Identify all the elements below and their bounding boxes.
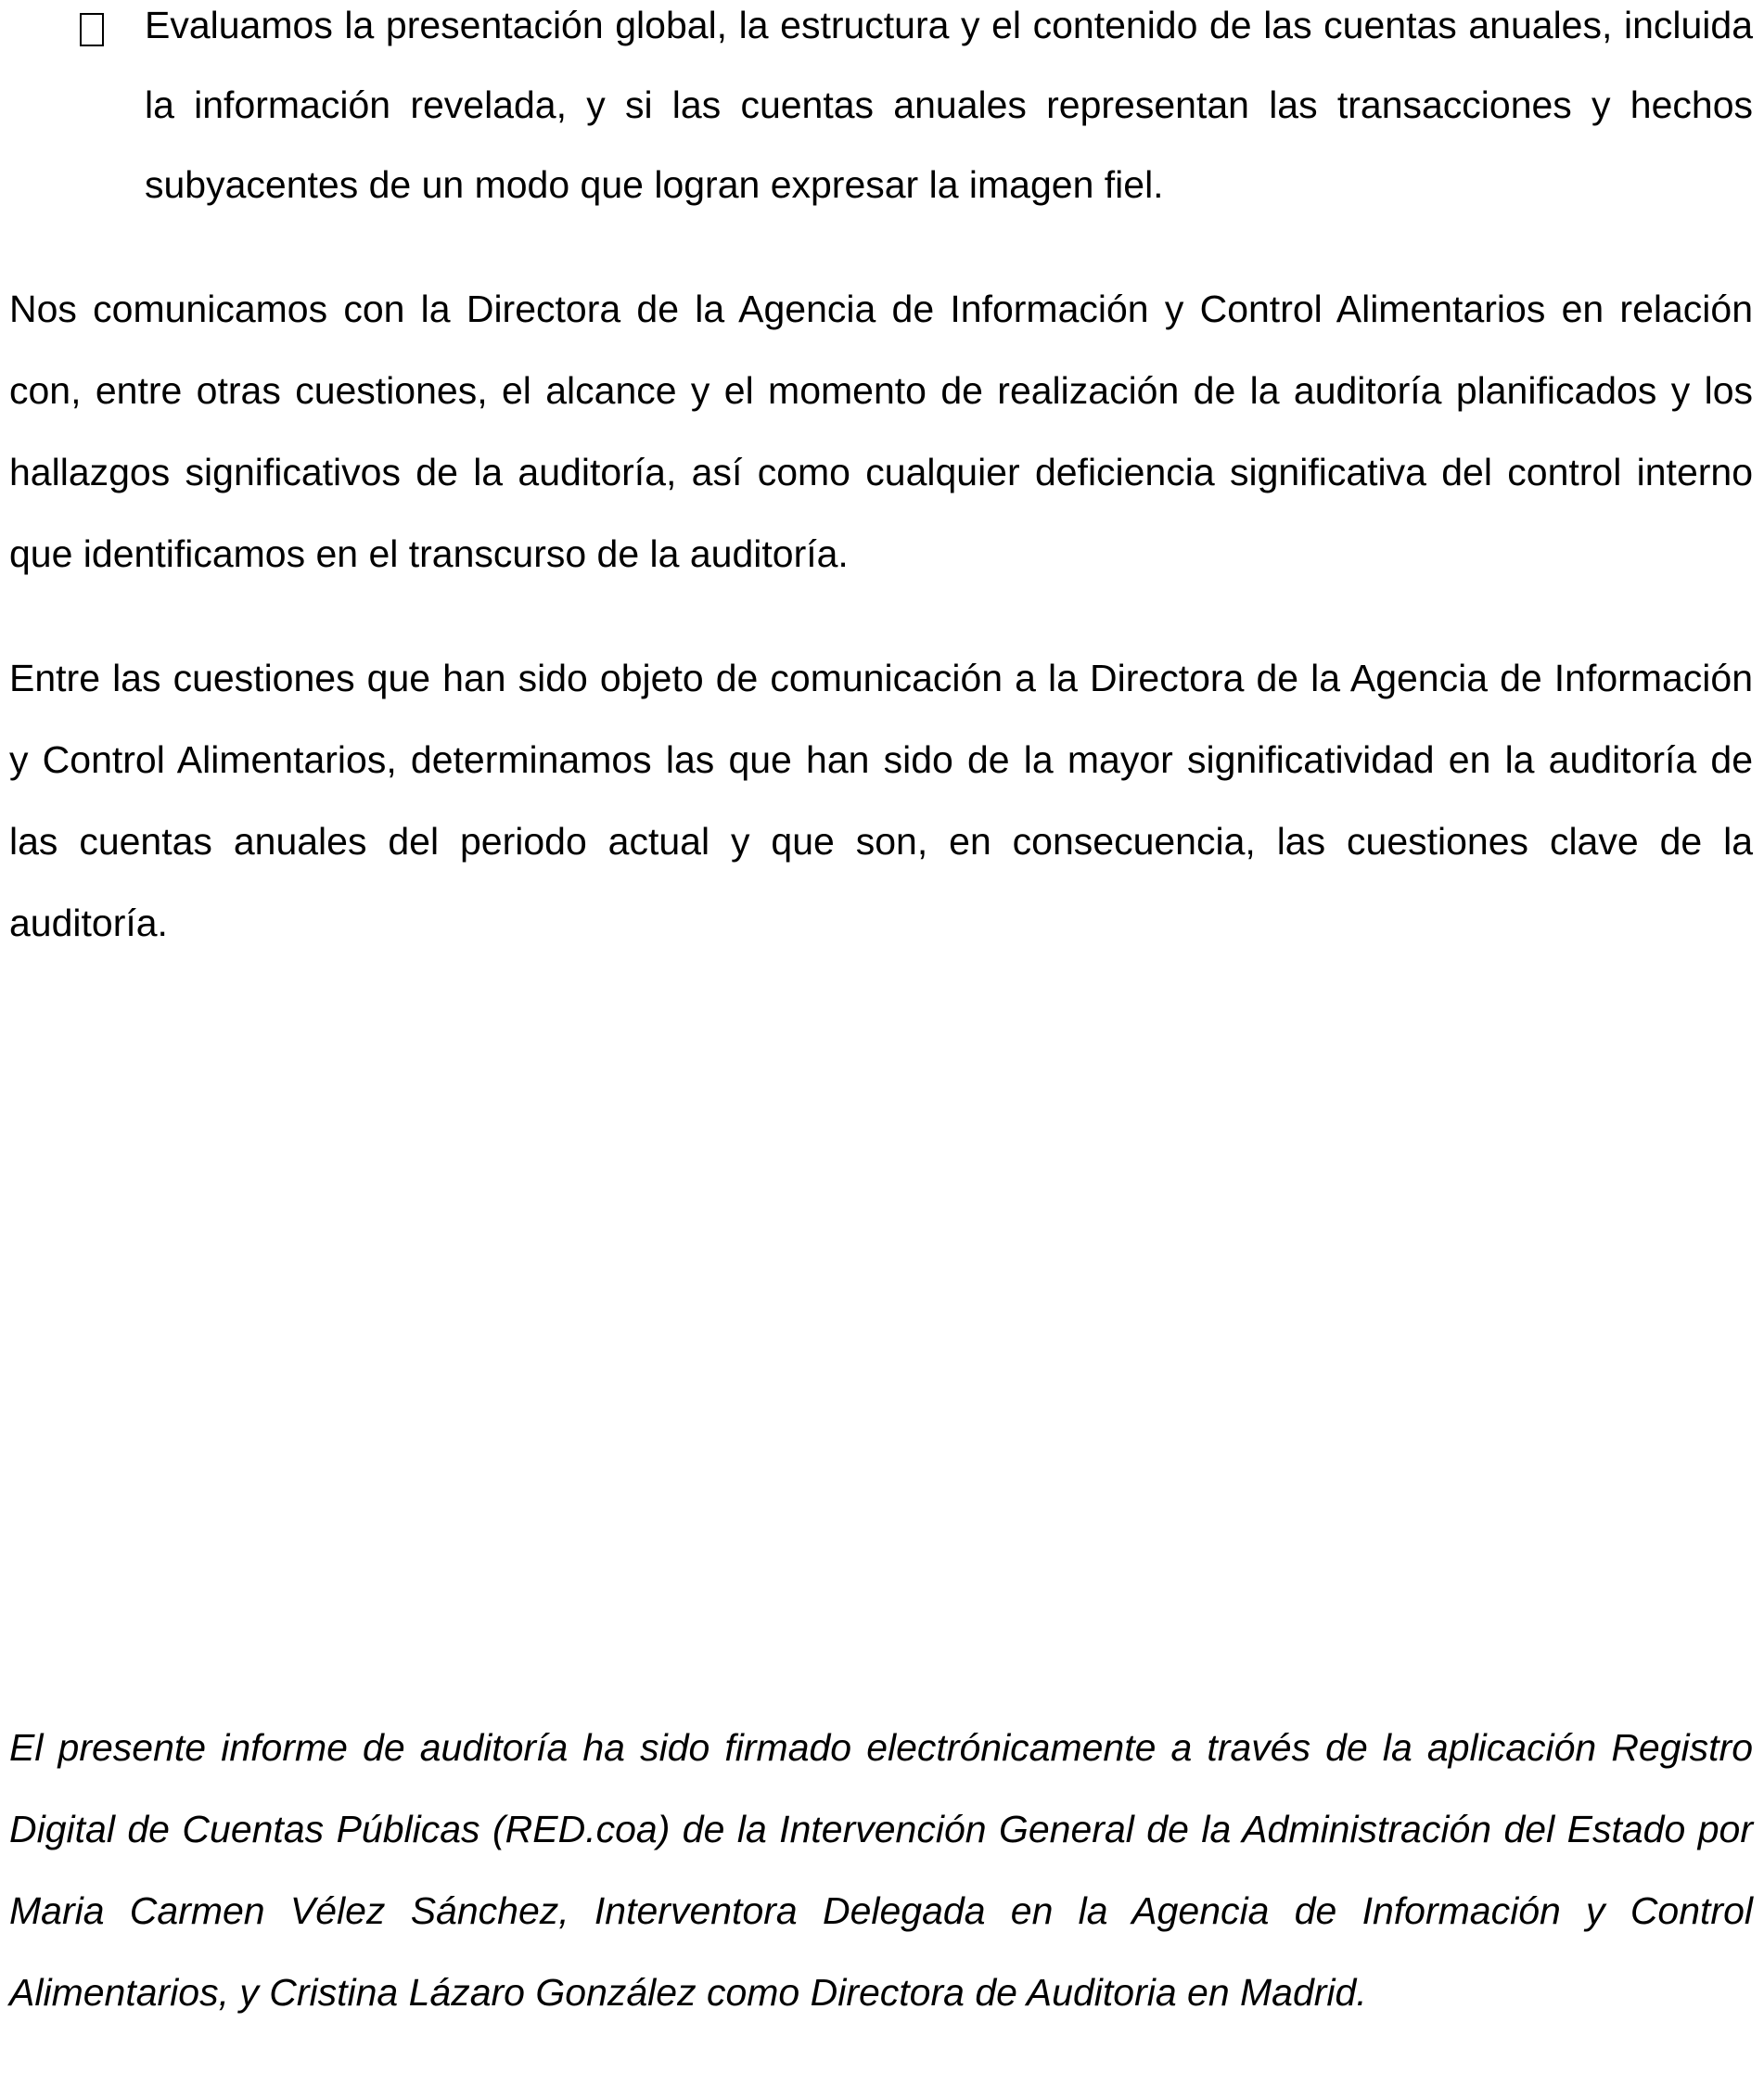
bullet-list-item bbox=[0, 0, 1764, 236]
bullet-text: Evaluamos la presentación global, la estructura y el contenido de las cuentas anuales, incluida la información revelada, y si las cuentas anuales representan las transacciones y hechos subyacentes de un modo que logran expresar la imagen fiel. bbox=[145, 4, 1753, 206]
communication-paragraph: Nos comunicamos con la Directora de la Agencia de Información y Control Alimentarios en relación con, entre otras cuestiones, el alcance y el momento de realización de la auditoría planificados y los hallazgos significativos de la auditoría, así como cualquier deficiencia significativa del control interno que identificamos en el transcurso de la auditoría. bbox=[9, 288, 1753, 575]
key-matters-paragraph: Entre las cuestiones que han sido objeto de comunicación a la Directora de la Agencia de Información y Control Alimentarios, determinamos las que han sido de la mayor significatividad en la auditoría de las cuentas anuales del periodo actual y que son, en consecuencia, las cuestiones clave de la auditoría. bbox=[9, 657, 1753, 944]
bullet-box-icon bbox=[80, 13, 104, 46]
signature-note-paragraph: El presente informe de auditoría ha sido firmado electrónicamente a través de la aplicación Registro Digital de Cuentas Públicas (RED.coa) de la Intervención General de la Administración del Estado por Maria Carmen Vélez Sánchez, Interventora Delegada en la Agencia de Información y Control Alimentarios, y Cristina Lázaro González como Directora de Auditoria en Madrid. bbox=[9, 1726, 1753, 2014]
